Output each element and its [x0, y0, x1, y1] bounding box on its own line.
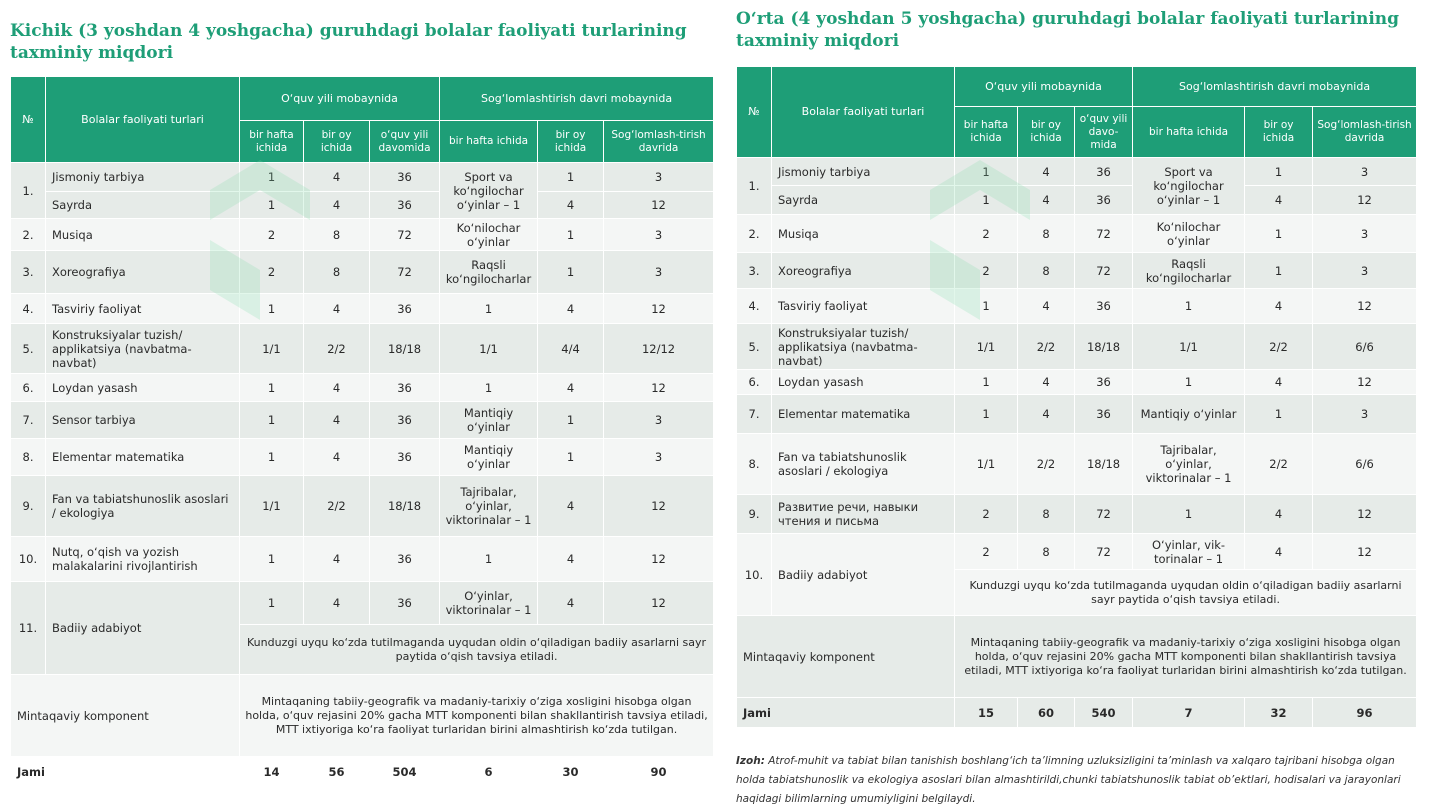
cell-health-month: 1	[538, 439, 604, 476]
cell-health-week: 1	[1133, 289, 1245, 324]
cell-health-period: 3	[604, 251, 714, 294]
table-row	[737, 370, 1417, 395]
total-health-period: 96	[1313, 698, 1417, 728]
regional-row	[737, 616, 1417, 698]
regional-label: Mintaqaviy komponent	[11, 675, 240, 757]
cell-month: 2/2	[1018, 324, 1075, 370]
cell-health-period: 3	[1313, 215, 1417, 253]
right-hdr-activity: Bolalar faoliyati turlari	[772, 67, 955, 158]
cell-week: 2	[955, 253, 1018, 289]
cell-month: 8	[1018, 215, 1075, 253]
cell-health-period: 3	[604, 163, 714, 192]
cell-health-month: 4	[538, 294, 604, 324]
cell-week: 1	[955, 370, 1018, 395]
right-hdr-no: №	[737, 67, 772, 158]
cell-year: 72	[1075, 495, 1133, 534]
right-header-row	[737, 67, 1417, 107]
cell-health-period: 3	[1313, 395, 1417, 434]
cell-week: 1/1	[240, 476, 304, 537]
table-row	[737, 534, 1417, 570]
activity-name: Musiqa	[46, 219, 240, 251]
cell-month: 4	[304, 582, 370, 625]
right-sub-2: o‘quv yili davo-mida	[1075, 107, 1133, 158]
left-activity-table	[10, 76, 714, 787]
cell-week: 1	[240, 163, 304, 192]
total-health-period: 90	[604, 757, 714, 787]
cell-month: 8	[1018, 253, 1075, 289]
cell-health-week: Ko‘nilochar o‘yinlar	[440, 219, 538, 251]
cell-month: 4	[304, 163, 370, 192]
activity-name: Fan va tabiatshunoslik asoslari / ekologiya	[46, 476, 240, 537]
left-sub-1: bir oy ichida	[304, 121, 370, 163]
left-panel	[10, 0, 713, 787]
table-row	[737, 495, 1417, 534]
cell-health-period: 3	[1313, 158, 1417, 186]
cell-month: 4	[1018, 370, 1075, 395]
cell-month: 4	[1018, 289, 1075, 324]
right-hdr-year: O‘quv yili mobaynida	[955, 67, 1133, 107]
cell-year: 36	[1075, 186, 1133, 215]
cell-week: 2	[240, 219, 304, 251]
cell-year: 36	[370, 163, 440, 192]
regional-note: Mintaqaning tabiiy-geografik va madaniy-tarixiy o‘ziga xosligini hisobga olgan holda, o‘quv rejasini 20% gacha MTT komponenti bilan shakllantirish tavsiya etiladi, MTT ixtiyoriga ko‘ra faoliyat turlaridan birini almashtirish ko‘zda tutilgan.	[240, 675, 714, 757]
cell-month: 2/2	[304, 324, 370, 374]
cell-week: 1/1	[955, 434, 1018, 495]
activity-name: Sensor tarbiya	[46, 402, 240, 439]
table-row	[11, 324, 714, 374]
cell-health-period: 12	[1313, 370, 1417, 395]
cell-month: 4	[304, 294, 370, 324]
row-number: 3.	[11, 251, 46, 294]
total-health-month: 30	[538, 757, 604, 787]
row-number: 2.	[737, 215, 772, 253]
regional-row	[11, 675, 714, 757]
right-sub-0: bir hafta ichida	[955, 107, 1018, 158]
cell-health-period: 12	[604, 537, 714, 582]
left-hdr-no: №	[11, 77, 46, 163]
row-number: 5.	[11, 324, 46, 374]
table-row	[737, 434, 1417, 495]
cell-week: 1	[240, 192, 304, 219]
cell-year: 36	[370, 582, 440, 625]
table-row	[11, 439, 714, 476]
total-health-week: 6	[440, 757, 538, 787]
table-row	[11, 163, 714, 192]
row-number: 1.	[11, 163, 46, 219]
cell-health-period: 12	[1313, 495, 1417, 534]
cell-health-week: 1	[1133, 495, 1245, 534]
right-sub-3: bir hafta ichida	[1133, 107, 1245, 158]
row-number: 3.	[737, 253, 772, 289]
cell-week: 2	[955, 534, 1018, 570]
cell-month: 2/2	[1018, 434, 1075, 495]
cell-health-period: 3	[604, 219, 714, 251]
cell-health-week: O‘yinlar, vik-torinalar – 1	[1133, 534, 1245, 570]
cell-week: 1	[240, 374, 304, 402]
cell-month: 4	[304, 402, 370, 439]
row-number: 10.	[11, 537, 46, 582]
row-number: 8.	[737, 434, 772, 495]
cell-year: 18/18	[370, 324, 440, 374]
total-label: Jami	[737, 698, 955, 728]
table-row	[737, 186, 1417, 215]
right-hdr-health: Sog‘lomlashtirish davri mobaynida	[1133, 67, 1417, 107]
cell-health-period: 12	[1313, 186, 1417, 215]
cell-month: 4	[1018, 158, 1075, 186]
row-number: 9.	[11, 476, 46, 537]
cell-health-month: 4	[538, 192, 604, 219]
right-sub-4: bir oy ichida	[1245, 107, 1313, 158]
activity-name: Elementar matematika	[46, 439, 240, 476]
cell-week: 2	[955, 215, 1018, 253]
total-week: 14	[240, 757, 304, 787]
cell-health-period: 12	[604, 192, 714, 219]
cell-month: 8	[304, 251, 370, 294]
cell-year: 36	[1075, 158, 1133, 186]
cell-health-month: 4	[1245, 186, 1313, 215]
activity-name: Jismoniy tarbiya	[772, 158, 955, 186]
activity-name: Konstruksiyalar tuzish/ applikatsiya (navbatma-navbat)	[772, 324, 955, 370]
cell-health-week: Ko‘nilochar o‘yinlar	[1133, 215, 1245, 253]
row-number: 2.	[11, 219, 46, 251]
cell-health-month: 4	[538, 582, 604, 625]
cell-health-period: 12	[604, 294, 714, 324]
cell-week: 1	[955, 186, 1018, 215]
cell-health-period: 12	[1313, 534, 1417, 570]
table-row	[11, 219, 714, 251]
row-number: 8.	[11, 439, 46, 476]
cell-year: 36	[370, 192, 440, 219]
activity-name: Loydan yasash	[772, 370, 955, 395]
total-week: 15	[955, 698, 1018, 728]
literature-note: Kunduzgi uyqu ko‘zda tutilmaganda uyqudan oldin o‘qiladigan badiiy asarlarni sayr paytida o‘qish tavsiya etiladi.	[240, 625, 714, 675]
cell-health-week: Mantiqiy o‘yinlar	[440, 439, 538, 476]
activity-name: Tasviriy faoliyat	[772, 289, 955, 324]
footnote-label: Izoh:	[736, 755, 765, 767]
table-row	[11, 537, 714, 582]
cell-health-month: 4	[538, 374, 604, 402]
cell-year: 36	[370, 439, 440, 476]
cell-month: 4	[1018, 395, 1075, 434]
table-row	[11, 476, 714, 537]
left-sub-2: o‘quv yili davomida	[370, 121, 440, 163]
cell-week: 1	[955, 158, 1018, 186]
cell-year: 18/18	[1075, 324, 1133, 370]
right-panel	[736, 0, 1416, 728]
cell-health-week: Tajribalar, o‘yinlar, viktorinalar – 1	[440, 476, 538, 537]
total-health-month: 32	[1245, 698, 1313, 728]
right-sub-5: Sog‘lomlash-tirish davrida	[1313, 107, 1417, 158]
cell-year: 36	[370, 294, 440, 324]
cell-health-week: 1	[440, 374, 538, 402]
cell-year: 36	[1075, 395, 1133, 434]
cell-health-period: 12	[1313, 289, 1417, 324]
cell-health-month: 4	[538, 476, 604, 537]
table-row	[737, 158, 1417, 186]
cell-year: 72	[1075, 253, 1133, 289]
regional-label: Mintaqaviy komponent	[737, 616, 955, 698]
row-number: 10.	[737, 534, 772, 616]
cell-month: 4	[304, 439, 370, 476]
row-number: 9.	[737, 495, 772, 534]
cell-health-period: 3	[1313, 253, 1417, 289]
row-number: 1.	[737, 158, 772, 215]
total-year: 504	[370, 757, 440, 787]
table-row	[737, 324, 1417, 370]
cell-health-week: Mantiqiy o‘yinlar	[440, 402, 538, 439]
cell-health-month: 1	[1245, 215, 1313, 253]
cell-health-month: 4	[1245, 370, 1313, 395]
cell-year: 36	[370, 374, 440, 402]
cell-health-month: 1	[1245, 158, 1313, 186]
cell-health-week: O‘yinlar, viktorinalar – 1	[440, 582, 538, 625]
cell-health-period: 6/6	[1313, 434, 1417, 495]
total-month: 60	[1018, 698, 1075, 728]
cell-week: 1/1	[240, 324, 304, 374]
total-row	[11, 757, 714, 787]
cell-health-month: 2/2	[1245, 434, 1313, 495]
cell-week: 1	[240, 439, 304, 476]
left-hdr-health: Sog‘lomlashtirish davri mobaynida	[440, 77, 714, 121]
cell-year: 72	[1075, 534, 1133, 570]
activity-name: Konstruksiyalar tuzish/ applikatsiya (navbatma-navbat)	[46, 324, 240, 374]
footnote	[736, 752, 1416, 809]
cell-health-month: 4	[1245, 289, 1313, 324]
cell-health-week: Mantiqiy o‘yinlar	[1133, 395, 1245, 434]
cell-health-week: Sport va ko‘ngilochar o‘yinlar – 1	[1133, 158, 1245, 215]
activity-name: Badiiy adabiyot	[46, 582, 240, 675]
table-row	[11, 402, 714, 439]
activity-name: Sayrda	[772, 186, 955, 215]
activity-name: Sayrda	[46, 192, 240, 219]
activity-name: Xoreografiya	[772, 253, 955, 289]
cell-year: 18/18	[1075, 434, 1133, 495]
row-number: 5.	[737, 324, 772, 370]
cell-week: 1	[240, 582, 304, 625]
cell-health-period: 12	[604, 476, 714, 537]
cell-year: 72	[370, 251, 440, 294]
cell-month: 4	[1018, 186, 1075, 215]
cell-health-week: Sport va ko‘ngilochar o‘yinlar – 1	[440, 163, 538, 219]
table-row	[11, 192, 714, 219]
table-row	[737, 215, 1417, 253]
table-row	[737, 253, 1417, 289]
cell-week: 1	[240, 294, 304, 324]
right-title: O‘rta (4 yoshdan 5 yoshgacha) guruhdagi bolalar faoliyati turlarining taxminiy miqdori	[736, 9, 1400, 51]
row-number: 4.	[11, 294, 46, 324]
cell-week: 1/1	[955, 324, 1018, 370]
cell-year: 72	[1075, 215, 1133, 253]
table-row	[737, 289, 1417, 324]
table-row	[11, 294, 714, 324]
left-sub-3: bir hafta ichida	[440, 121, 538, 163]
cell-health-week: Raqsli ko‘ngilocharlar	[1133, 253, 1245, 289]
cell-health-month: 4	[1245, 495, 1313, 534]
right-activity-table	[736, 66, 1417, 728]
activity-name: Fan va tabiatshunoslik asoslari / ekologiya	[772, 434, 955, 495]
cell-year: 36	[370, 537, 440, 582]
cell-health-period: 12/12	[604, 324, 714, 374]
cell-week: 1	[240, 402, 304, 439]
activity-name: Badiiy adabiyot	[772, 534, 955, 616]
left-hdr-year: O‘quv yili mobaynida	[240, 77, 440, 121]
activity-name: Jismoniy tarbiya	[46, 163, 240, 192]
cell-month: 8	[1018, 495, 1075, 534]
row-number: 4.	[737, 289, 772, 324]
total-month: 56	[304, 757, 370, 787]
cell-health-month: 4	[1245, 534, 1313, 570]
total-year: 540	[1075, 698, 1133, 728]
cell-health-period: 12	[604, 582, 714, 625]
left-sub-0: bir hafta ichida	[240, 121, 304, 163]
cell-health-week: Raqsli ko‘ngilocharlar	[440, 251, 538, 294]
cell-week: 2	[955, 495, 1018, 534]
cell-year: 72	[370, 219, 440, 251]
cell-health-period: 3	[604, 402, 714, 439]
cell-health-week: 1	[440, 294, 538, 324]
cell-month: 4	[304, 374, 370, 402]
cell-year: 36	[1075, 370, 1133, 395]
cell-health-month: 4	[538, 537, 604, 582]
cell-year: 36	[1075, 289, 1133, 324]
table-row	[11, 251, 714, 294]
cell-health-week: 1	[440, 537, 538, 582]
activity-name: Loydan yasash	[46, 374, 240, 402]
cell-health-month: 1	[538, 219, 604, 251]
row-number: 11.	[11, 582, 46, 675]
activity-name: Xoreografiya	[46, 251, 240, 294]
cell-year: 36	[370, 402, 440, 439]
cell-week: 1	[955, 289, 1018, 324]
footnote-text: Atrof-muhit va tabiat bilan tanishish boshlang‘ich ta’limning uzluksizligini ta’minlash va xalqaro tajribani hisobga olgan holda tabiatshunoslik va ekologiya asoslari bilan almashtirildi,chunki tabiatshunoslik tabiat ob’ektlari, hodisalari va jarayonlari haqidagi bilimlarning umumiyligini belgilaydi.	[736, 755, 1401, 805]
cell-health-week: 1/1	[1133, 324, 1245, 370]
cell-health-period: 6/6	[1313, 324, 1417, 370]
cell-health-week: 1	[1133, 370, 1245, 395]
regional-note: Mintaqaning tabiiy-geografik va madaniy-tarixiy o‘ziga xosligini hisobga olgan holda, o‘quv rejasini 20% gacha MTT komponenti bilan shakllantirish tavsiya etiladi, MTT ixtiyoriga ko‘ra faoliyat turlaridan birini almashtirish ko‘zda tutilgan.	[955, 616, 1417, 698]
cell-health-month: 1	[538, 402, 604, 439]
cell-health-month: 1	[538, 163, 604, 192]
left-header-row	[11, 77, 714, 121]
cell-year: 18/18	[370, 476, 440, 537]
cell-week: 1	[240, 537, 304, 582]
row-number: 7.	[737, 395, 772, 434]
row-number: 7.	[11, 402, 46, 439]
left-sub-5: Sog‘lomlash-tirish davrida	[604, 121, 714, 163]
cell-month: 8	[1018, 534, 1075, 570]
cell-health-month: 1	[1245, 395, 1313, 434]
cell-month: 4	[304, 537, 370, 582]
row-number: 6.	[11, 374, 46, 402]
activity-name: Развитие речи, навыки чтения и письма	[772, 495, 955, 534]
cell-health-week: Tajribalar, o‘yinlar, viktorinalar – 1	[1133, 434, 1245, 495]
cell-health-month: 1	[538, 251, 604, 294]
activity-name: Elementar matematika	[772, 395, 955, 434]
cell-week: 1	[955, 395, 1018, 434]
cell-month: 4	[304, 192, 370, 219]
total-row	[737, 698, 1417, 728]
left-hdr-activity: Bolalar faoliyati turlari	[46, 77, 240, 163]
activity-name: Tasviriy faoliyat	[46, 294, 240, 324]
table-row	[11, 582, 714, 625]
table-row	[737, 395, 1417, 434]
cell-health-month: 4/4	[538, 324, 604, 374]
cell-health-period: 3	[604, 439, 714, 476]
row-number: 6.	[737, 370, 772, 395]
activity-name: Musiqa	[772, 215, 955, 253]
cell-month: 8	[304, 219, 370, 251]
left-sub-4: bir oy ichida	[538, 121, 604, 163]
table-row	[11, 374, 714, 402]
cell-health-period: 12	[604, 374, 714, 402]
left-title: Kichik (3 yoshdan 4 yoshgacha) guruhdagi bolalar faoliyati turlarining taxminiy miqdori	[10, 21, 687, 63]
cell-health-week: 1/1	[440, 324, 538, 374]
literature-note: Kunduzgi uyqu ko‘zda tutilmaganda uyqudan oldin o‘qiladigan badiiy asarlarni sayr paytida o‘qish tavsiya etiladi.	[955, 570, 1417, 616]
cell-week: 2	[240, 251, 304, 294]
cell-month: 2/2	[304, 476, 370, 537]
cell-health-month: 2/2	[1245, 324, 1313, 370]
activity-name: Nutq, o‘qish va yozish malakalarini rivojlantirish	[46, 537, 240, 582]
cell-health-month: 1	[1245, 253, 1313, 289]
right-sub-1: bir oy ichida	[1018, 107, 1075, 158]
total-health-week: 7	[1133, 698, 1245, 728]
total-label: Jami	[11, 757, 240, 787]
